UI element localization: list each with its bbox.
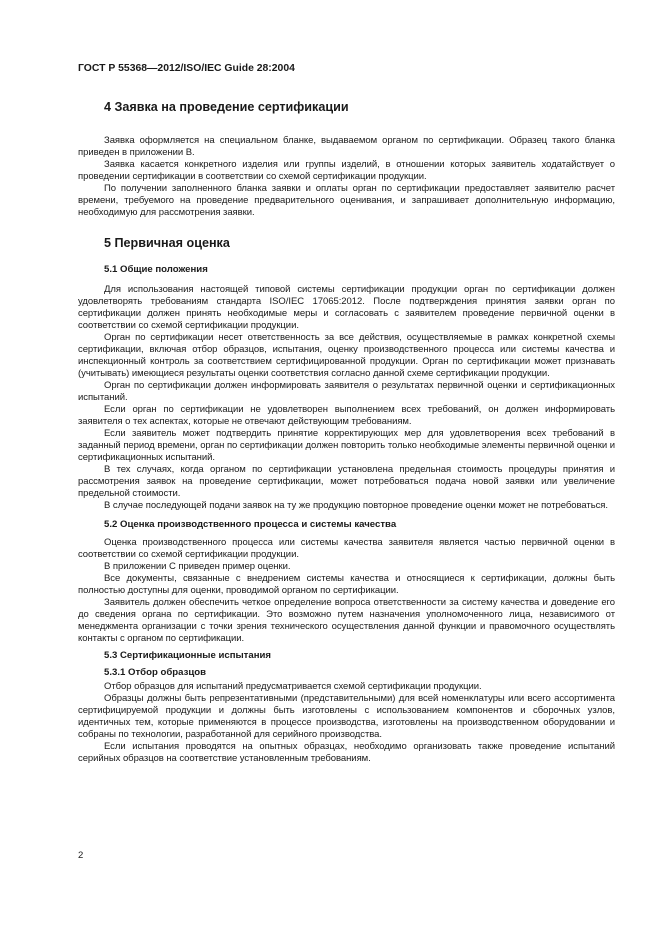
paragraph: Отбор образцов для испытаний предусматривается схемой сертификации продукции.	[104, 681, 482, 692]
paragraph: Оценка производственного процесса или системы качества заявителя является частью первичной оценки в соответствии со схемой сертификации продукции.	[78, 537, 615, 560]
paragraph: Заявка касается конкретного изделия или группы изделий, в отношении которых заявитель ходатайствует о проведении сертификации в соответствии со схемой сертификации продукции.	[78, 159, 615, 182]
paragraph: Если испытания проводятся на опытных образцах, необходимо организовать также проведение испытаний серийных образцов на соответствие установленным требованиям.	[78, 741, 615, 764]
section-5-1-title: 5.1 Общие положения	[104, 264, 208, 275]
page-number: 2	[78, 850, 84, 861]
paragraph: Для использования настоящей типовой системы сертификации продукции орган по сертификации должен удовлетворять требованиям стандарта ISO/IEC 17065:2012. После подтверждения принятия заявки орган по сертификации должен принять необходимые меры и согласовать с заявителем проведение первичной оценки в соответствии со схемой сертификации продукции.	[78, 284, 615, 331]
paragraph: Если орган по сертификации не удовлетворен выполнением всех требований, он должен информировать заявителя о тех аспектах, которые не отвечают действующим требованиям.	[78, 404, 615, 427]
section-5-title: 5 Первичная оценка	[104, 236, 230, 250]
paragraph: Образцы должны быть репрезентативными (представительными) для всей номенклатуры или всего ассортимента сертифицируемой продукции и должны быть изготовлены с использованием компонентов и сборочных узлов, идентичных тем, которые применяются в процессе производства, изготовлены на производственном оборудовании и собраны по технологии, разработанной для серийного производства.	[78, 693, 615, 740]
document-header: ГОСТ Р 55368—2012/ISO/IEC Guide 28:2004	[78, 63, 295, 74]
section-4-title: 4 Заявка на проведение сертификации	[104, 100, 349, 114]
paragraph: В приложении С приведен пример оценки.	[104, 561, 291, 572]
paragraph: В случае последующей подачи заявок на ту же продукцию повторное проведение оценки может не потребоваться.	[104, 500, 608, 511]
section-5-3-title: 5.3 Сертификационные испытания	[104, 650, 272, 661]
section-5-2-title: 5.2 Оценка производственного процесса и системы качества	[104, 519, 397, 530]
paragraph: Заявка оформляется на специальном бланке, выдаваемом органом по сертификации. Образец такого бланка приведен в приложении В.	[78, 135, 615, 158]
paragraph: Все документы, связанные с внедрением системы качества и относящиеся к сертификации, должны быть полностью доступны для оценки, проводимой органом по сертификации.	[78, 573, 615, 596]
paragraph: Заявитель должен обеспечить четкое определение вопроса ответственности за систему качества и доведение его до сведения органа по сертификации. Это возможно путем назначения уполномоченного лица, независимого от менеджмента организации с точки зрения технического осуществления данной функции и правомочного осуществлять контакты с органом по сертификации.	[78, 597, 615, 644]
paragraph: Если заявитель может подтвердить принятие корректирующих мер для удовлетворения всех требований в заданный период времени, орган по сертификации должен повторить только необходимые элементы первичной оценки и сертификационных испытаний.	[78, 428, 615, 463]
section-5-3-1-title: 5.3.1 Отбор образцов	[104, 667, 206, 678]
paragraph: Орган по сертификации несет ответственность за все действия, осуществляемые в рамках конкретной схемы сертификации, включая отбор образцов, испытания, оценку производственного процесса или системы качества и инспекционный контроль за соответствием сертифицированной продукции. Орган по сертификации может признавать (учитывать) имеющиеся результаты оценки соответствия согласно данной схеме сертификации продукции.	[78, 332, 615, 379]
paragraph: В тех случаях, когда органом по сертификации установлена предельная стоимость процедуры принятия и рассмотрения заявок на проведение сертификации, может потребоваться подача новой заявки или увеличение предельной стоимости.	[78, 464, 615, 499]
paragraph: Орган по сертификации должен информировать заявителя о результатах первичной оценки и сертификационных испытаний.	[78, 380, 615, 403]
document-page	[78, 62, 615, 765]
paragraph: По получении заполненного бланка заявки и оплаты орган по сертификации предоставляет заявителю расчет времени, требуемого на проведение предварительного оценивания, и запрашивает дополнительную информацию, необходимую для рассмотрения заявки.	[78, 183, 615, 218]
